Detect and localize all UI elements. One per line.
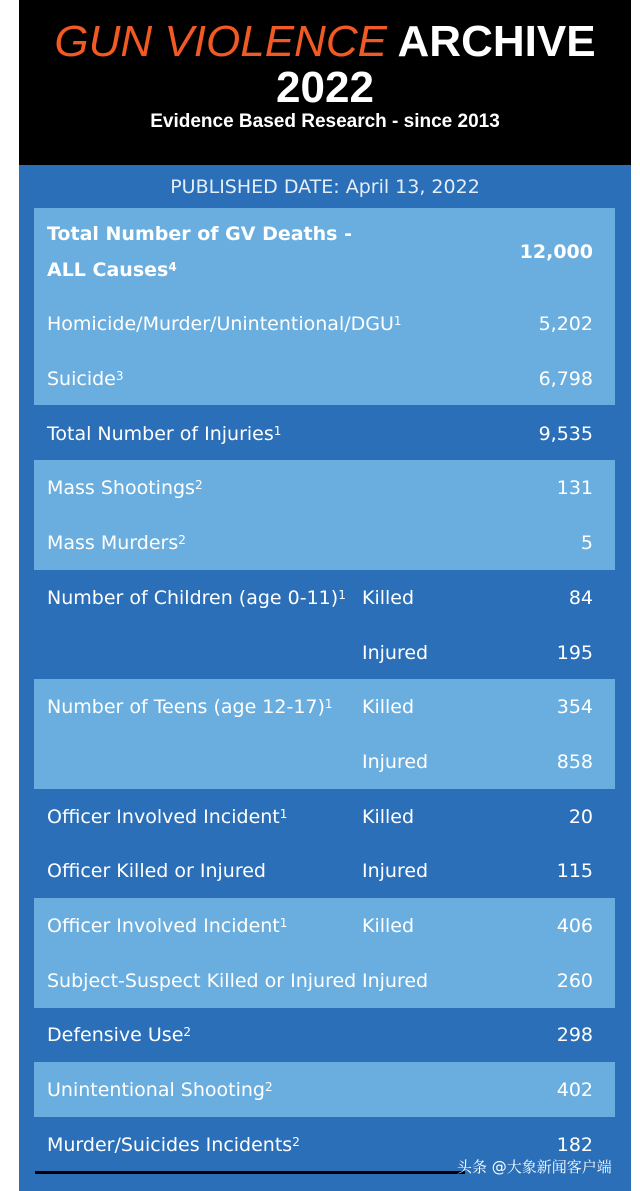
stat-row-subject-injured [34, 953, 615, 1008]
stat-label: Mass Shootings$^2$ [47, 476, 203, 499]
stat-row-children-injured [34, 625, 615, 680]
stat-value: 12,000 [519, 240, 593, 263]
stat-label: Suicide$^3$ [47, 367, 124, 390]
report-header [19, 0, 631, 165]
report-year: 2022 [276, 63, 374, 112]
title-archive: ARCHIVE [397, 17, 596, 66]
stat-row-children-killed [34, 570, 615, 625]
stat-value: 298 [556, 1023, 593, 1046]
stat-value: 84 [568, 586, 593, 609]
stat-label: Number of Teens (age 12-17)$^1$ [47, 695, 333, 718]
stat-row-officer-killed [34, 789, 615, 844]
stat-row-suicide [34, 351, 615, 406]
published-date: PUBLISHED DATE: April 13, 2022 [170, 176, 480, 198]
stat-value: 182 [556, 1133, 593, 1156]
stat-label: Murder/Suicides Incidents$^2$ [47, 1133, 300, 1156]
stats-panel [19, 165, 631, 1191]
stat-row-officer-injured [34, 843, 615, 898]
stat-sublabel: Killed [362, 914, 415, 937]
stat-value: 354 [556, 695, 593, 718]
stat-value: 6,798 [538, 367, 593, 390]
stat-sublabel: Injured [362, 641, 429, 664]
stat-value: 195 [556, 641, 593, 664]
stat-value: 406 [556, 914, 593, 937]
stat-sublabel: Injured [362, 969, 429, 992]
bottom-rule [35, 1171, 465, 1174]
stat-sublabel: Killed [362, 805, 415, 828]
stat-label: Total Number of GV Deaths - ALL Causes$^4$ [47, 223, 352, 281]
stat-row-mass-murders [34, 515, 615, 570]
report-title [19, 18, 631, 66]
stat-label: Defensive Use$^2$ [47, 1023, 192, 1046]
stat-row-unintentional [34, 1062, 615, 1117]
stat-row-mass-shootings [34, 460, 615, 515]
stat-label: Homicide/Murder/Unintentional/DGU$^1$ [47, 312, 402, 335]
stat-label: Unintentional Shooting$^2$ [47, 1078, 273, 1101]
stat-label: Number of Children (age 0-11)$^1$ [47, 586, 346, 609]
stat-value: 5 [580, 531, 593, 554]
stat-row-defensive-use [34, 1007, 615, 1062]
stat-value: 5,202 [538, 312, 593, 335]
stat-label: Officer Killed or Injured [47, 859, 266, 882]
stat-value: 131 [556, 476, 593, 499]
report-tagline: Evidence Based Research - since 2013 [150, 111, 500, 132]
stat-row-subject-killed [34, 898, 615, 953]
title-gun-violence: GUN VIOLENCE [54, 17, 387, 66]
source-watermark: 头条 @大象新闻客户端 [457, 1158, 612, 1176]
stat-label: Officer Involved Incident$^1$ [47, 805, 288, 828]
stat-label: Officer Involved Incident$^1$ [47, 914, 288, 937]
stat-row-homicide [34, 296, 615, 351]
stat-label: Total Number of Injuries$^1$ [47, 422, 282, 445]
stat-sublabel: Injured [362, 750, 429, 773]
stat-row-teens-killed [34, 679, 615, 734]
stat-row-total-deaths [34, 208, 615, 295]
stat-value: 9,535 [538, 422, 593, 445]
stat-value: 402 [556, 1078, 593, 1101]
stat-sublabel: Injured [362, 859, 429, 882]
stat-row-injuries [34, 406, 615, 461]
stat-row-teens-injured [34, 734, 615, 789]
stat-label: Subject-Suspect Killed or Injured [47, 969, 357, 992]
stat-label: Mass Murders$^2$ [47, 531, 186, 554]
stat-value: 20 [568, 805, 593, 828]
stat-sublabel: Killed [362, 695, 415, 718]
stat-value: 260 [556, 969, 593, 992]
stat-value: 858 [556, 750, 593, 773]
stat-sublabel: Killed [362, 586, 415, 609]
stat-value: 115 [556, 859, 593, 882]
